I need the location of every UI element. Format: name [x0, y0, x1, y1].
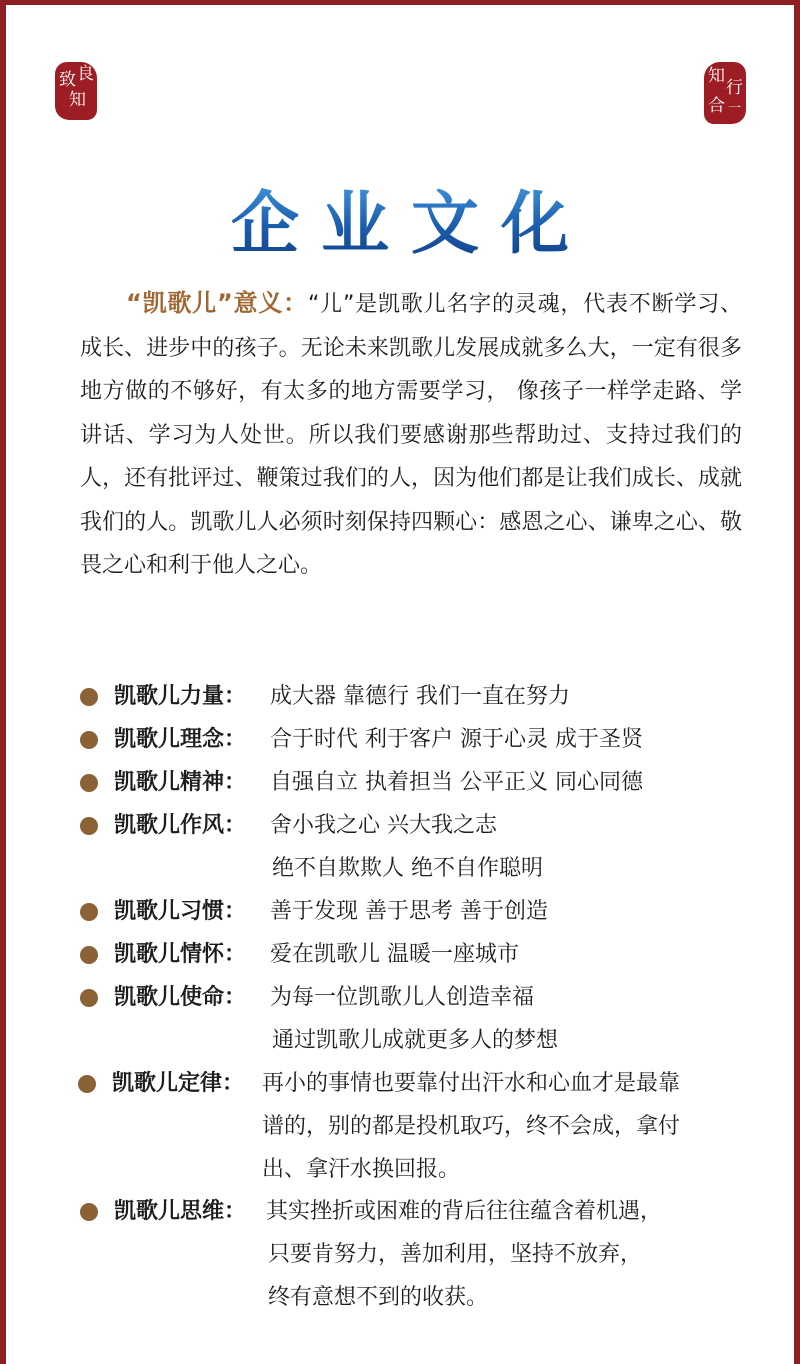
- seal-stamp-left: [55, 62, 97, 120]
- value-item-label: 凯歌儿情怀：: [114, 942, 247, 967]
- bullet-dot-icon: [80, 989, 98, 1007]
- intro-paragraph: [80, 282, 742, 588]
- bullet-dot-icon: [80, 946, 98, 964]
- value-item-text: 绝不自欺欺人 绝不自作聪明: [272, 856, 543, 881]
- seal-char: 知: [708, 66, 725, 86]
- label-colon: ：: [224, 1199, 247, 1224]
- value-item-text: 只要肯努力，善加利用，坚持不放弃，: [268, 1242, 643, 1267]
- value-item-text: 成大器 靠德行 我们一直在努力: [270, 684, 570, 709]
- intro-body: “儿”是凯歌儿名字的灵魂，代表不断学习、成长、进步中的孩子。无论未来凯歌儿发展成就多么大，一定有很多地方做的不够好，有太多的地方需要学习， 像孩子一样学走路、学讲话、学习为人处世。所以我们要感谢那些帮助过、支持过我们的人，还有批评过、鞭策过我们的人，因为他们都是让我们成长、成就我们的人。凯歌儿人必须时刻保持四颗心：感恩之心、谦卑之心、敬畏之心和利于他人之心。: [80, 292, 743, 578]
- value-item-text: 自强自立 执着担当 公平正义 同心同德: [270, 770, 643, 795]
- value-item-label: 凯歌儿习惯：: [114, 899, 247, 924]
- value-item-text: 合于时代 利于客户 源于心灵 成于圣贤: [270, 727, 643, 752]
- seal-char: 致: [59, 70, 76, 90]
- value-item-label: 凯歌儿力量：: [114, 684, 247, 709]
- label-colon: ：: [224, 985, 247, 1010]
- bullet-dot-icon: [80, 688, 98, 706]
- value-item-text: 通过凯歌儿成就更多人的梦想: [272, 1028, 559, 1053]
- bullet-dot-icon: [80, 1203, 98, 1221]
- value-item-label: 凯歌儿作风：: [114, 813, 247, 838]
- seal-char: 合: [708, 96, 725, 116]
- value-item-label: 凯歌儿精神：: [114, 770, 247, 795]
- value-item-text: 爱在凯歌儿 温暖一座城市: [270, 942, 519, 967]
- page-title: 企业文化: [0, 170, 800, 267]
- value-item-label: 凯歌儿定律：: [112, 1071, 245, 1096]
- seal-char: 知: [69, 90, 86, 110]
- label-colon: ：: [224, 770, 247, 795]
- seal-char: 一: [728, 101, 742, 116]
- bullet-dot-icon: [80, 774, 98, 792]
- label-colon: ：: [222, 1071, 245, 1096]
- seal-char: 行: [726, 78, 743, 98]
- label-colon: ：: [224, 942, 247, 967]
- seal-char: 良: [77, 64, 94, 84]
- value-item-text: 善于发现 善于思考 善于创造: [270, 899, 548, 924]
- value-item-label: 凯歌儿使命：: [114, 985, 247, 1010]
- bullet-dot-icon: [78, 1075, 96, 1093]
- label-colon: ：: [224, 813, 247, 838]
- value-item-text: 谱的，别的都是投机取巧，终不会成，拿付: [262, 1114, 681, 1139]
- value-item-text: 出、拿汗水换回报。: [262, 1157, 461, 1182]
- value-item-text: 舍小我之心 兴大我之志: [270, 813, 497, 838]
- bullet-dot-icon: [80, 731, 98, 749]
- seal-stamp-right: [704, 62, 746, 124]
- label-colon: ：: [224, 899, 247, 924]
- label-colon: ：: [224, 684, 247, 709]
- value-item-label: 凯歌儿理念：: [114, 727, 247, 752]
- value-item-text: 再小的事情也要靠付出汗水和心血才是最靠: [262, 1071, 681, 1096]
- label-colon: ：: [224, 727, 247, 752]
- value-item-text: 终有意想不到的收获。: [268, 1285, 489, 1310]
- value-item-text: 其实挫折或困难的背后往往蕴含着机遇，: [266, 1199, 663, 1224]
- intro-lead: “凯歌儿”意义：: [126, 289, 308, 317]
- value-item-text: 为每一位凯歌儿人创造幸福: [270, 985, 535, 1010]
- value-item-label: 凯歌儿思维：: [114, 1199, 247, 1224]
- bullet-dot-icon: [80, 817, 98, 835]
- bullet-dot-icon: [80, 903, 98, 921]
